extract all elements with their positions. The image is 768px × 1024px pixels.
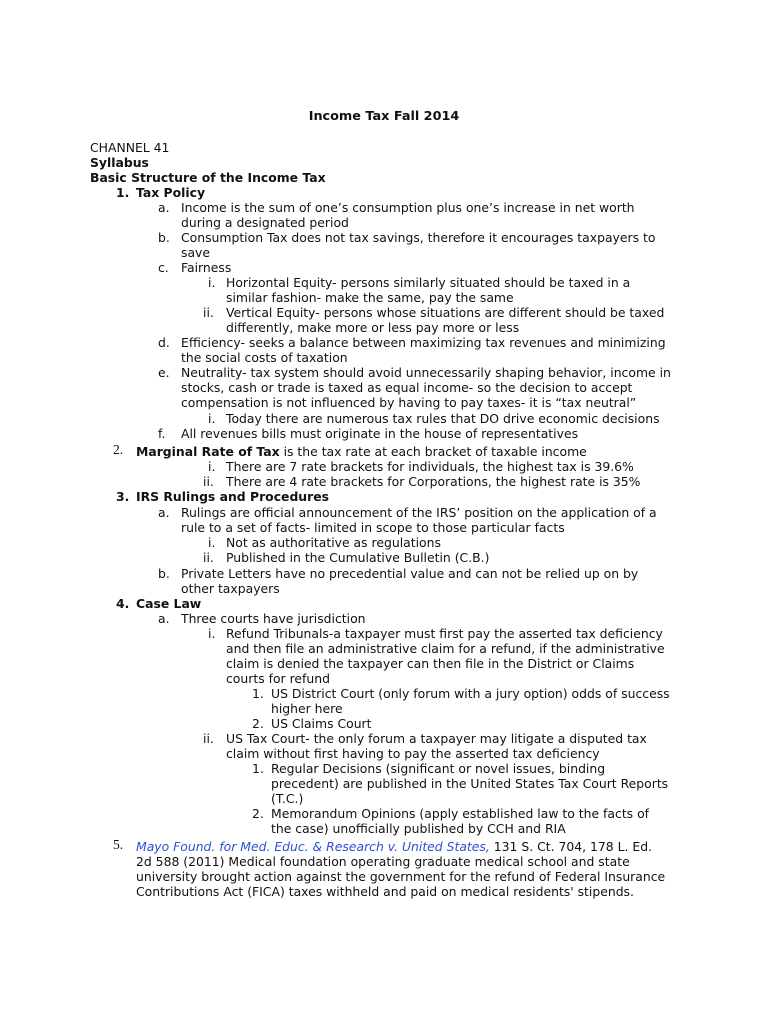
list-text: Fairness (181, 260, 232, 275)
list-heading: Tax Policy (136, 185, 206, 200)
page-title: Income Tax Fall 2014 (308, 109, 460, 124)
list-text: US District Court (only forum with a jury option) odds of success (271, 686, 670, 701)
section-heading: Basic Structure of the Income Tax (90, 170, 326, 185)
list-text: stocks, cash or trade is taxed as equal income- so the decision to accept (181, 380, 633, 395)
list-text: compensation is not influenced by having to pay taxes- it is “tax neutral” (181, 395, 637, 410)
list-marker: ii. (203, 550, 214, 565)
list-text: during a designated period (181, 215, 349, 230)
list-text: US Tax Court- the only forum a taxpayer may litigate a disputed tax (226, 731, 647, 746)
list-text (136, 444, 587, 459)
list-text: Regular Decisions (significant or novel issues, binding (271, 761, 606, 776)
case-citation-link[interactable]: Mayo Found. for Med. Educ. & Research v. United States, (136, 839, 490, 854)
list-marker: a. (158, 505, 170, 520)
list-marker: 2. (252, 716, 264, 731)
list-text: Neutrality- tax system should avoid unnecessarily shaping behavior, income in (181, 365, 671, 380)
list-text: courts for refund (226, 671, 330, 686)
term-bold: Marginal Rate of Tax (136, 444, 280, 459)
list-marker: b. (158, 230, 170, 245)
list-marker: b. (158, 566, 170, 581)
list-text: Consumption Tax does not tax savings, therefore it encourages taxpayers to (181, 230, 656, 245)
list-text: (T.C.) (271, 791, 304, 806)
list-number: 3. (116, 489, 130, 504)
list-text (136, 839, 652, 854)
list-text: Memorandum Opinions (apply established law to the facts of (271, 806, 650, 821)
list-text: Vertical Equity- persons whose situations are different should be taxed (226, 305, 665, 320)
list-text: There are 7 rate brackets for individuals, the highest tax is 39.6% (226, 459, 634, 474)
list-text: claim without first having to pay the asserted tax deficiency (226, 746, 600, 761)
list-text: similar fashion- make the same, pay the same (226, 290, 514, 305)
list-marker: i. (208, 459, 216, 474)
list-text: Not as authoritative as regulations (226, 535, 441, 550)
list-text: claim is denied the taxpayer can then file in the District or Claims (226, 656, 635, 671)
list-text: Refund Tribunals-a taxpayer must first pay the asserted tax deficiency (226, 626, 663, 641)
syllabus-label: Syllabus (90, 155, 149, 170)
list-text: rule to a set of facts- limited in scope to those particular facts (181, 520, 565, 535)
list-text: save (181, 245, 211, 260)
list-marker: 2. (252, 806, 264, 821)
list-marker: a. (158, 611, 170, 626)
list-text: Income is the sum of one’s consumption plus one’s increase in net worth (181, 200, 635, 215)
list-number: 1. (116, 185, 130, 200)
list-text: Published in the Cumulative Bulletin (C.B.) (226, 550, 490, 565)
list-text: Horizontal Equity- persons similarly situated should be taxed in a (226, 275, 631, 290)
list-text: Rulings are official announcement of the IRS’ position on the application of a (181, 505, 657, 520)
list-text: Contributions Act (FICA) taxes withheld and paid on medical residents' stipends. (136, 884, 634, 899)
list-text: the case) unofficially published by CCH and RIA (271, 821, 566, 836)
list-heading: IRS Rulings and Procedures (136, 489, 330, 504)
list-marker: i. (208, 275, 216, 290)
list-marker: ii. (203, 731, 214, 746)
list-marker: e. (158, 365, 170, 380)
list-marker: ii. (203, 474, 214, 489)
list-marker: i. (208, 411, 216, 426)
list-marker: i. (208, 535, 216, 550)
list-text: other taxpayers (181, 581, 280, 596)
list-text: Today there are numerous tax rules that DO drive economic decisions (226, 411, 660, 426)
list-marker: 1. (252, 686, 264, 701)
list-number: 2. (113, 442, 124, 457)
list-text: 2d 588 (2011) Medical foundation operating graduate medical school and state (136, 854, 630, 869)
list-text: the social costs of taxation (181, 350, 348, 365)
list-number: 4. (116, 596, 130, 611)
list-text: There are 4 rate brackets for Corporations, the highest rate is 35% (226, 474, 641, 489)
list-marker: 1. (252, 761, 264, 776)
list-text: and then file an administrative claim for a refund, if the administrative (226, 641, 665, 656)
citation-rest: 131 S. Ct. 704, 178 L. Ed. (489, 839, 652, 854)
list-text: university brought action against the government for the refund of Federal Insurance (136, 869, 666, 884)
list-text: Efficiency- seeks a balance between maximizing tax revenues and minimizing (181, 335, 666, 350)
list-number: 5. (113, 837, 124, 852)
list-marker: a. (158, 200, 170, 215)
list-marker: ii. (203, 305, 214, 320)
list-heading: Case Law (136, 596, 202, 611)
list-marker: f. (158, 426, 166, 441)
list-text: Private Letters have no precedential value and can not be relied up on by (181, 566, 639, 581)
list-text: higher here (271, 701, 343, 716)
list-text: Three courts have jurisdiction (181, 611, 366, 626)
term-rest: is the tax rate at each bracket of taxable income (279, 444, 587, 459)
list-marker: d. (158, 335, 170, 350)
list-marker: i. (208, 626, 216, 641)
list-text: All revenues bills must originate in the house of representatives (181, 426, 579, 441)
list-marker: c. (158, 260, 169, 275)
list-text: precedent) are published in the United States Tax Court Reports (271, 776, 669, 791)
list-text: US Claims Court (271, 716, 372, 731)
list-text: differently, make more or less pay more or less (226, 320, 520, 335)
channel-label: CHANNEL 41 (90, 140, 170, 155)
